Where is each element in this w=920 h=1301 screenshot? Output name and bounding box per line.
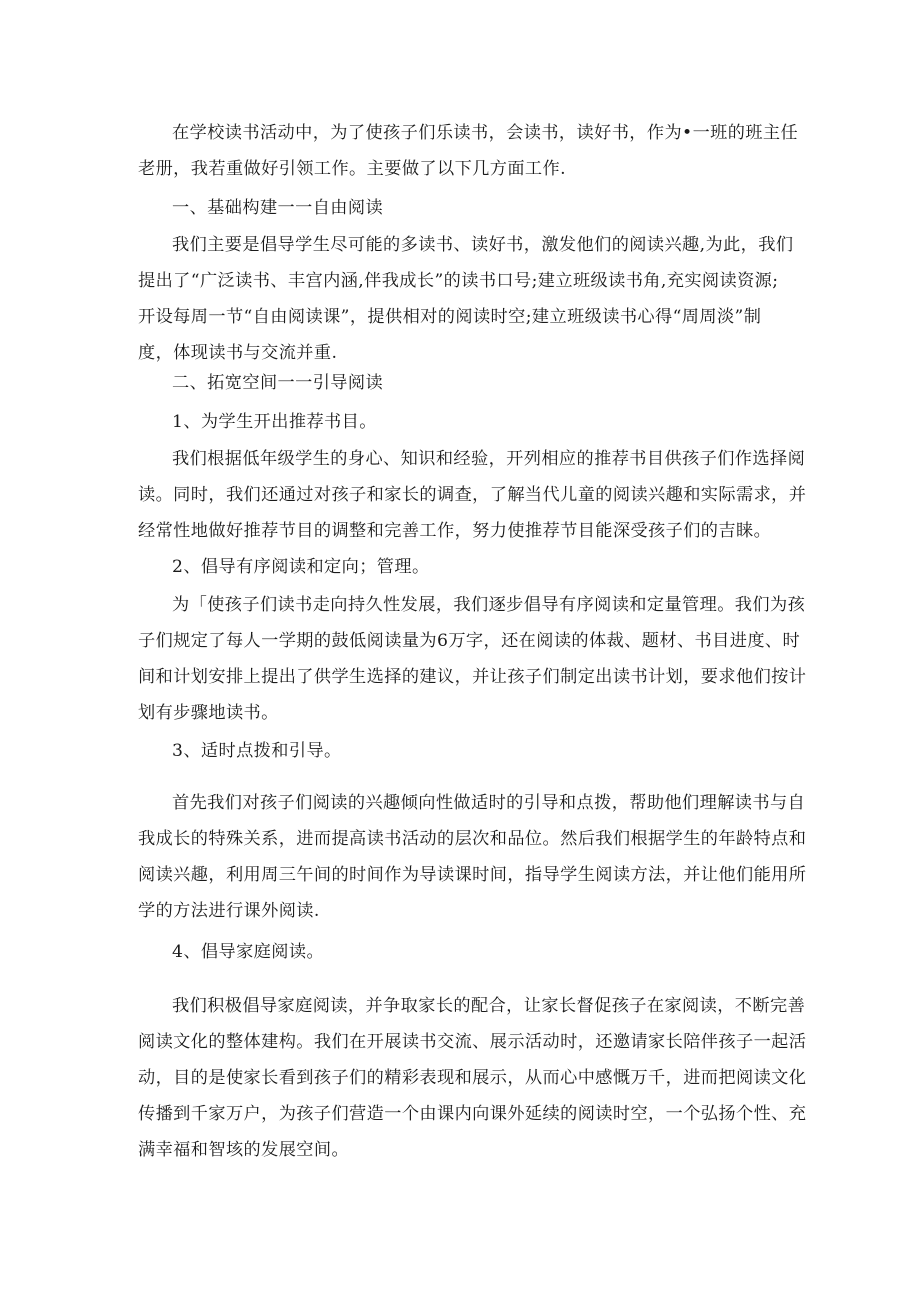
text-line: 我们积极倡导家庭阅读，并争取家长的配合，让家长督促孩子在家阅读，不断完善 — [172, 996, 806, 1016]
intro-paragraph — [138, 115, 799, 187]
body-paragraph — [138, 227, 794, 371]
text-line: 动，目的是使家长看到孩子们的精彩表现和展示，从而心中感慨万千，进而把阅读文化 — [138, 1068, 807, 1088]
text-line: 子们规定了每人一学期的鼓低阅读量为6万字，还在阅读的体裁、题材、书目进度、时 — [138, 631, 801, 651]
text-line: 开设每周一节“自由阅读课”，提供相对的阅读时空;建立班级读书心得“周周淡”制 — [138, 307, 762, 327]
body-paragraph — [138, 441, 807, 549]
list-item-1 — [138, 404, 790, 440]
section-heading-2 — [138, 365, 790, 401]
text-line: 我们根据低年级学生的身心、知识和经验，开列相应的推荐书目供孩子们作选择阅 — [172, 449, 806, 469]
text-line: 传播到千家万户，为孩子们营造一个由课内向课外延续的阅读时空，一个弘扬个性、充 — [138, 1104, 807, 1124]
text-line: 2、倡导有序阅读和定向；管理。 — [172, 557, 430, 577]
text-line: 读。同时，我们还通过对孩子和家长的调查，了解当代儿童的阅读兴趣和实际需求，并 — [138, 485, 807, 505]
list-item-2 — [138, 549, 790, 585]
body-paragraph — [138, 785, 807, 929]
body-paragraph — [138, 988, 807, 1168]
text-line: 划有步骤地读书。 — [138, 703, 279, 723]
text-line: 在学校读书活动中，为了使孩子们乐读书，会读书，读好书，作为•一班的班主任 — [172, 123, 799, 143]
text-line: 老册，我若重做好引领工作。主要做了以下几方面工作. — [138, 159, 566, 179]
list-item-3 — [138, 733, 790, 769]
text-line: 阅读兴趣，利用周三午间的时间作为导读课时间，指导学生阅读方法，并让他们能用所 — [138, 865, 807, 885]
list-item-4 — [138, 934, 790, 970]
text-line: 3、适时点拨和引导。 — [172, 741, 342, 761]
section-heading-1 — [138, 190, 790, 226]
text-line: 满幸福和智垓的发展空间。 — [138, 1140, 350, 1160]
text-line: 阅读文化的整体建构。我们在开展读书交流、展示活动时，还邀请家长陪伴孩子一起活 — [138, 1032, 807, 1052]
text-line: 度，体现读书与交流并重. — [138, 343, 338, 363]
text-line: 为「使孩子们读书走向持久性发展，我们逐步倡导有序阅读和定量管理。我们为孩 — [172, 595, 806, 615]
text-line: 我们主要是倡导学生尽可能的多读书、读好书，激发他们的阅读兴趣,为此，我们 — [172, 235, 794, 255]
text-line: 我成长的特殊关系，进而提高读书活动的层次和品位。然后我们根据学生的年龄特点和 — [138, 829, 807, 849]
body-paragraph — [138, 587, 807, 731]
text-line: 二、拓宽空间一一引导阅读 — [172, 373, 384, 393]
text-line: 学的方法进行课外阅读. — [138, 901, 320, 921]
text-line: 首先我们对孩子们阅读的兴趣倾向性做适时的引导和点拨，帮助他们理解读书与自 — [172, 793, 806, 813]
text-line: 提出了“广泛读书、丰宫内涵,伴我成长”的读书口号;建立班级读书角,充实阅读资源; — [138, 271, 779, 291]
text-line: 1、为学生开出推荐书目。 — [172, 412, 377, 432]
text-line: 经常性地做好推荐节目的调整和完善工作，努力使推荐节目能深受孩子们的吉睐。 — [138, 521, 772, 541]
text-line: 间和计划安排上提出了供学生选择的建议，并让孩子们制定出读书计划，要求他们按计 — [138, 667, 807, 687]
text-line: 一、基础构建一一自由阅读 — [172, 198, 384, 218]
text-line: 4、倡导家庭阅读。 — [172, 942, 325, 962]
